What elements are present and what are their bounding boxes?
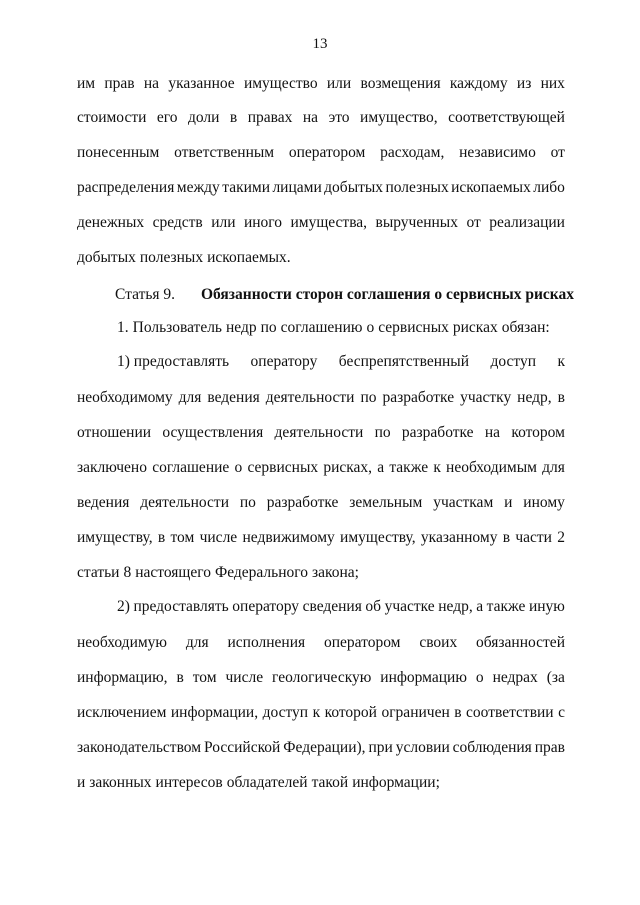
word: им xyxy=(77,75,96,92)
word: осуществления xyxy=(162,424,264,441)
word: также xyxy=(389,459,429,476)
word: на xyxy=(143,75,160,92)
word: или xyxy=(326,75,352,92)
word: от xyxy=(466,214,481,231)
word: ответственным xyxy=(174,144,275,161)
text-line xyxy=(77,738,565,758)
word: котором xyxy=(511,424,565,441)
word: доли xyxy=(187,109,220,126)
word: отношении xyxy=(77,424,152,441)
text-line xyxy=(77,493,565,513)
word: недр, xyxy=(517,389,552,406)
word: каждому xyxy=(449,75,508,92)
text-line xyxy=(77,248,565,268)
word: полезных xyxy=(139,249,204,266)
text-line xyxy=(77,703,565,723)
word: для xyxy=(178,389,202,406)
word: участке xyxy=(384,598,435,615)
word: ведения xyxy=(207,389,260,406)
word: к xyxy=(312,704,321,721)
word: которой xyxy=(324,704,377,721)
word: обязанностей xyxy=(476,634,565,651)
word: обязан: xyxy=(501,319,550,336)
word: реализации xyxy=(489,214,565,231)
word: 2 xyxy=(557,529,565,546)
word: по xyxy=(239,494,256,511)
word: к xyxy=(557,353,565,370)
word: соответствующей xyxy=(448,109,565,126)
text-line xyxy=(77,633,565,653)
word: по xyxy=(374,424,391,441)
word: лицами xyxy=(272,179,322,196)
word: 2) xyxy=(117,598,130,615)
word: о xyxy=(475,669,484,686)
word: независимо xyxy=(459,144,536,161)
word: такими xyxy=(222,179,271,196)
word: информации; xyxy=(352,774,440,791)
word: имуществу, xyxy=(340,529,416,546)
word: соответствии xyxy=(466,704,554,721)
word: распределения xyxy=(77,179,175,196)
text-line xyxy=(117,352,565,372)
word: при xyxy=(368,739,393,756)
word: недр xyxy=(226,319,257,336)
word: стоимости xyxy=(77,109,147,126)
word: соглашению xyxy=(280,319,363,336)
word: оператору xyxy=(232,598,300,615)
text-line xyxy=(77,773,565,793)
word: указанному xyxy=(420,529,498,546)
word: о xyxy=(234,459,243,476)
word: это xyxy=(328,109,350,126)
word: закона; xyxy=(312,564,359,581)
word: иного xyxy=(243,214,283,231)
word: необходимому xyxy=(77,389,173,406)
word: в xyxy=(229,109,238,126)
word: иную xyxy=(528,598,565,615)
word: с xyxy=(558,704,565,721)
word: о xyxy=(366,319,375,336)
text-line xyxy=(117,597,565,617)
article-title: Обязанности сторон соглашения о сервисных рисках xyxy=(201,286,574,303)
word: части xyxy=(515,529,552,546)
word: Федерального xyxy=(214,564,308,581)
word: по xyxy=(360,389,377,406)
word: средств xyxy=(152,214,203,231)
word: сервисных xyxy=(247,459,319,476)
word: оператору xyxy=(250,353,318,370)
word: участкам xyxy=(433,494,494,511)
word: правах xyxy=(247,109,293,126)
text-line xyxy=(117,318,565,338)
word: том xyxy=(192,669,217,686)
word: из xyxy=(516,75,532,92)
text-line xyxy=(77,528,565,548)
word: имущества, xyxy=(290,214,368,231)
word: земельным xyxy=(349,494,423,511)
word: указанное xyxy=(168,75,235,92)
word: участку xyxy=(460,389,512,406)
word: обладателей xyxy=(226,774,308,791)
word: разработке xyxy=(382,389,455,406)
word: добытых xyxy=(77,249,136,266)
text-line xyxy=(77,213,565,233)
word: от xyxy=(550,144,565,161)
word: также xyxy=(486,598,526,615)
word: и xyxy=(504,494,513,511)
word: необходимым xyxy=(446,459,537,476)
word: интересов xyxy=(155,774,223,791)
word: разработке xyxy=(266,494,339,511)
word: полезных xyxy=(385,179,449,196)
word: оператором xyxy=(288,144,366,161)
word: Российской xyxy=(203,739,281,756)
word: информацию xyxy=(380,669,467,686)
word: ограничен xyxy=(381,704,450,721)
word: заключено xyxy=(77,459,147,476)
text-line xyxy=(77,668,565,688)
word: том xyxy=(170,529,195,546)
word: добытых xyxy=(324,179,384,196)
page-number: 13 xyxy=(312,36,328,52)
word: ископаемых. xyxy=(207,249,291,266)
word: а xyxy=(476,598,484,615)
word: разработке xyxy=(401,424,474,441)
word: на xyxy=(302,109,319,126)
text-line xyxy=(77,108,565,128)
word: имуществу, xyxy=(77,529,153,546)
word: доступ xyxy=(262,704,309,721)
text-line xyxy=(77,74,565,94)
text-line xyxy=(77,178,565,198)
word: недвижимому xyxy=(242,529,335,546)
word: своих xyxy=(419,634,458,651)
word: рисках, xyxy=(323,459,373,476)
word: деятельности xyxy=(140,494,229,511)
word: возмещения xyxy=(360,75,441,92)
word: условии xyxy=(395,739,450,756)
word: законных xyxy=(89,774,152,791)
word: его xyxy=(156,109,178,126)
word: расходам, xyxy=(380,144,445,161)
word: а xyxy=(377,459,385,476)
word: исполнения xyxy=(227,634,306,651)
word: недрах xyxy=(492,669,538,686)
word: информации, xyxy=(170,704,259,721)
word: имущество xyxy=(243,75,318,92)
text-line xyxy=(77,388,565,408)
word: в xyxy=(557,389,565,406)
word: предоставлять xyxy=(133,598,229,615)
word: законодательством xyxy=(77,739,202,756)
word: информацию, xyxy=(77,669,168,686)
word: исключением xyxy=(77,704,167,721)
word: деятельности xyxy=(265,389,355,406)
word: по xyxy=(260,319,277,336)
word: в xyxy=(454,704,462,721)
word: оператором xyxy=(323,634,401,651)
word: соблюдения xyxy=(452,739,532,756)
word: в xyxy=(502,529,511,546)
word: необходимую xyxy=(77,634,168,651)
word: 1. xyxy=(117,319,129,336)
word: для xyxy=(185,634,209,651)
word: сервисных xyxy=(378,319,449,336)
word: на xyxy=(484,424,501,441)
word: между xyxy=(176,179,220,196)
word: либо xyxy=(533,179,565,196)
word: прав xyxy=(534,739,565,756)
word: денежных xyxy=(77,214,145,231)
word: недр, xyxy=(438,598,473,615)
word: к xyxy=(433,459,441,476)
word: 8 xyxy=(123,564,132,581)
word: или xyxy=(211,214,236,231)
word: сведения xyxy=(302,598,362,615)
article-heading xyxy=(115,285,575,305)
word: них xyxy=(540,75,565,92)
word: Федерации), xyxy=(283,739,366,756)
word: понесенным xyxy=(77,144,160,161)
word: ведения xyxy=(77,494,130,511)
word: для xyxy=(542,459,565,476)
word: настоящего xyxy=(135,564,211,581)
word: в xyxy=(157,529,166,546)
word: и xyxy=(77,774,86,791)
word: доступ xyxy=(490,353,536,370)
text-line xyxy=(77,143,565,163)
word: деятельности xyxy=(274,424,364,441)
article-label: Статья 9. xyxy=(115,286,176,303)
word: числе xyxy=(199,529,238,546)
word: 1) предоставлять xyxy=(117,353,230,370)
word: рисках xyxy=(452,319,498,336)
word: об xyxy=(365,598,382,615)
word: имущество, xyxy=(360,109,438,126)
word: в xyxy=(176,669,184,686)
word: иному xyxy=(523,494,565,511)
word: Пользователь xyxy=(132,319,222,336)
text-line xyxy=(77,458,565,478)
word: (за xyxy=(546,669,565,686)
word: числе xyxy=(225,669,264,686)
text-line xyxy=(77,563,565,583)
word: беспрепятственный xyxy=(338,353,469,370)
text-line xyxy=(77,423,565,443)
word: статьи xyxy=(77,564,120,581)
word: ископаемых xyxy=(451,179,531,196)
word: геологическую xyxy=(272,669,372,686)
word: вырученных xyxy=(375,214,458,231)
word: соглашение xyxy=(152,459,230,476)
word: такой xyxy=(311,774,349,791)
word: прав xyxy=(104,75,135,92)
